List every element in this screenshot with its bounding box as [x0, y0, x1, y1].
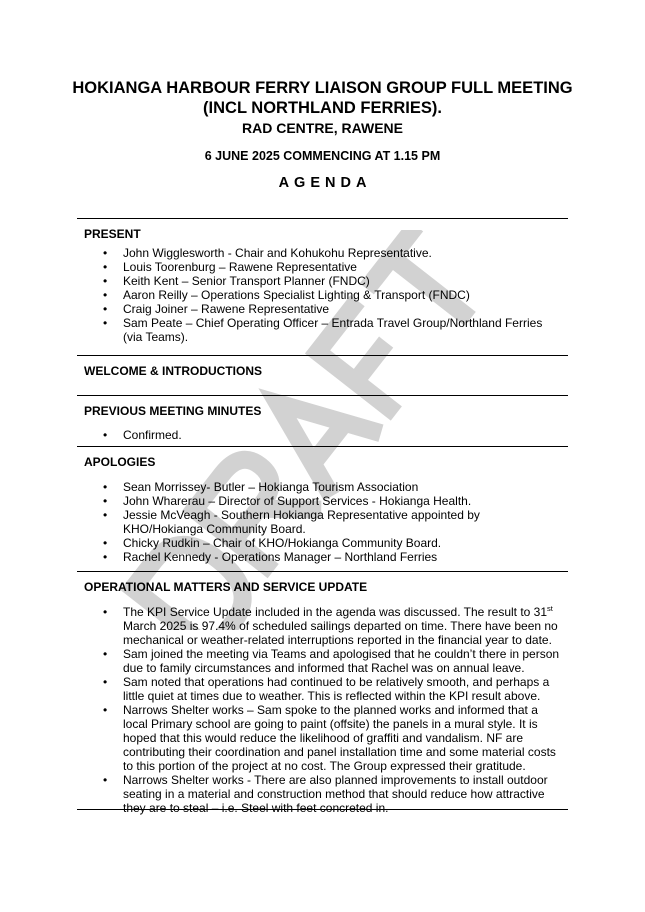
list-item: • Sam Peate – Chief Operating Officer – Entrada Travel Group/Northland Ferries (via Teams).: [77, 316, 568, 344]
list-item: • Narrows Shelter works - There are also planned improvements to install outdoor seating in a material and construction method that should reduce how attractive they are to steal – i.e. Steel with feet concreted in.: [77, 773, 568, 815]
section-welcome: [77, 355, 568, 395]
section-title-previous-minutes: PREVIOUS MEETING MINUTES: [84, 404, 262, 418]
section-present: [77, 218, 568, 355]
section-title-apologies: APOLOGIES: [84, 455, 156, 469]
kpi-text-start: The KPI Service Update included in the agenda was discussed. The result to 31: [123, 605, 548, 619]
list-item: • Louis Toorenburg – Rawene Representative: [77, 260, 568, 274]
list-item: • Aaron Reilly – Operations Specialist Lighting & Transport (FNDC): [77, 288, 568, 302]
list-item: • Confirmed.: [77, 428, 568, 442]
section-operational-matters: [77, 571, 568, 815]
kpi-text-end: March 2025 is 97.4% of scheduled sailings departed on time. There have been no mechanical or weather-related interruptions reported in the financial year to date.: [123, 619, 558, 647]
list-item: • Keith Kent – Senior Transport Planner (FNDC): [77, 274, 568, 288]
apologies-list: [77, 480, 568, 564]
meeting-venue: RAD CENTRE, RAWENE: [241, 120, 403, 136]
previous-minutes-list: [77, 428, 568, 442]
agenda-heading: AGENDA: [278, 175, 372, 191]
section-previous-minutes: [77, 395, 568, 446]
list-item: • Sam noted that operations had continued to be relatively smooth, and perhaps a little quiet at times due to weather. This is reflected within the KPI result above.: [77, 675, 568, 703]
present-list: [77, 246, 568, 344]
operational-list: [77, 605, 568, 815]
ordinal-suffix: st: [547, 604, 553, 613]
list-item: • Sam joined the meeting via Teams and apologised that he couldn’t there in person due to family circumstances and informed that Rachel was on annual leave.: [77, 647, 568, 675]
list-item: • John Wharerau – Director of Support Services - Hokianga Health.: [77, 494, 568, 508]
list-item: • John Wigglesworth - Chair and Kohukohu Representative.: [77, 246, 568, 260]
section-title-present: PRESENT: [84, 227, 141, 241]
meeting-date: 6 JUNE 2025 COMMENCING AT 1.15 PM: [204, 149, 441, 163]
list-item: • Rachel Kennedy - Operations Manager – Northland Ferries: [77, 550, 568, 564]
meeting-title: HOKIANGA HARBOUR FERRY LIAISON GROUP FULL MEETING (INCL NORTHLAND FERRIES).: [72, 79, 573, 117]
list-item: • Narrows Shelter works – Sam spoke to the planned works and informed that a local Primary school are going to paint (offsite) the panels in a mural style. It is hoped that this would reduce the likelihood of graffiti and vandalism. NF are contributing their coordination and panel installation time and some material costs to this portion of the project at no cost. The Group expressed their gratitude.: [77, 703, 568, 773]
list-item: • Jessie McVeagh - Southern Hokianga Representative appointed by KHO/Hokianga Community Board.: [77, 508, 568, 536]
document-header: [0, 78, 645, 191]
section-apologies: [77, 446, 568, 571]
list-item: • Chicky Rudkin – Chair of KHO/Hokianga Community Board.: [77, 536, 568, 550]
section-title-welcome: WELCOME & INTRODUCTIONS: [84, 364, 262, 378]
list-item: • Sean Morrissey- Butler – Hokianga Tourism Association: [77, 480, 568, 494]
list-item: [77, 605, 568, 647]
section-title-operational-matters: OPERATIONAL MATTERS AND SERVICE UPDATE: [84, 580, 368, 594]
list-item: • Craig Joiner – Rawene Representative: [77, 302, 568, 316]
agenda-body: [77, 218, 568, 815]
